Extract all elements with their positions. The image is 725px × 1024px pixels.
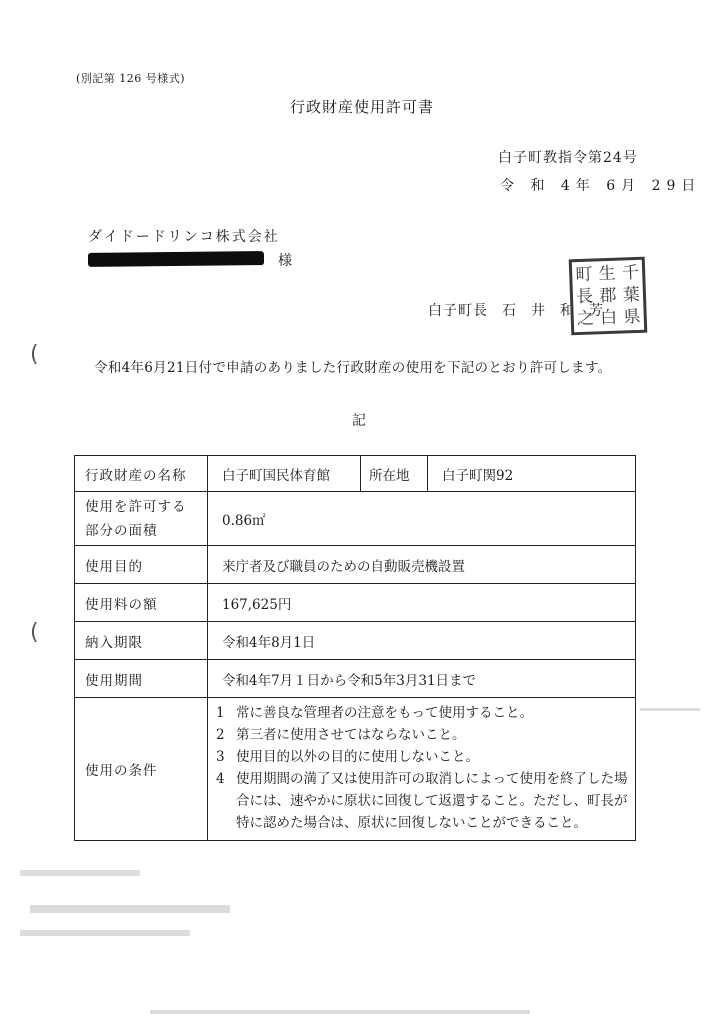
condition-number: 1 bbox=[216, 705, 225, 721]
condition-number: 2 bbox=[216, 727, 225, 743]
issuer-office: 白子町長 bbox=[428, 303, 488, 319]
condition-number: 3 bbox=[216, 749, 225, 765]
conditions-cell bbox=[208, 698, 636, 841]
area-value: 0.86㎡ bbox=[208, 492, 636, 546]
area-label bbox=[75, 492, 208, 546]
payment-deadline-label: 納入期限 bbox=[75, 622, 208, 660]
scan-noise bbox=[30, 905, 230, 913]
fee-label: 使用料の額 bbox=[75, 584, 208, 622]
issuer-name-2: 井 bbox=[531, 303, 546, 319]
location-value: 白子町関92 bbox=[428, 456, 636, 492]
scan-noise bbox=[20, 870, 140, 876]
scan-noise bbox=[640, 708, 700, 711]
seal-char: 生 bbox=[598, 263, 617, 284]
seal-column-left bbox=[572, 261, 598, 332]
seal-char: 長 bbox=[575, 286, 594, 307]
payment-deadline-value: 令和4年8月1日 bbox=[208, 622, 636, 660]
condition-item bbox=[216, 702, 635, 724]
permit-details-table bbox=[74, 455, 636, 841]
redacted-name-bar bbox=[88, 251, 264, 267]
addressee-honorific: 様 bbox=[278, 253, 292, 269]
property-name-label: 行政財産の名称 bbox=[75, 456, 208, 492]
area-label-line2: 部分の面積 bbox=[85, 522, 158, 539]
table-row bbox=[75, 660, 636, 698]
official-seal-stamp bbox=[569, 257, 648, 336]
seal-char: 葉 bbox=[622, 284, 641, 305]
purpose-label: 使用目的 bbox=[75, 546, 208, 584]
condition-number: 4 bbox=[216, 771, 225, 787]
condition-text: 使用目的以外の目的に使用しないこと。 bbox=[236, 749, 479, 765]
conditions-list bbox=[216, 698, 635, 840]
usage-period-label: 使用期間 bbox=[75, 660, 208, 698]
seal-char: 白 bbox=[599, 307, 618, 328]
issuer-name-3: 和 bbox=[560, 303, 575, 319]
conditions-label: 使用の条件 bbox=[75, 698, 208, 841]
usage-period-value: 令和4年7月１日から令和5年3月31日まで bbox=[208, 660, 636, 698]
condition-item bbox=[216, 724, 635, 746]
condition-text: 常に善良な管理者の注意をもって使用すること。 bbox=[236, 705, 533, 721]
table-row bbox=[75, 584, 636, 622]
form-number: (別記第 126 号様式) bbox=[76, 72, 186, 85]
purpose-value: 来庁者及び職員のための自動販売機設置 bbox=[208, 546, 636, 584]
table-row bbox=[75, 546, 636, 584]
table-row bbox=[75, 492, 636, 546]
condition-text: 使用期間の満了又は使用許可の取消しによって使用を終了した場合には、速やかに原状に回復して返還すること。ただし、町長が特に認めた場合は、原状に回復しないことができること。 bbox=[236, 771, 628, 831]
fee-value: 167,625円 bbox=[208, 584, 636, 622]
document-title: 行政財産使用許可書 bbox=[290, 98, 435, 116]
permission-statement: 令和4年6月21日付で申請のありました行政財産の使用を下記のとおり許可します。 bbox=[94, 360, 612, 376]
issuer-name-1: 石 bbox=[502, 303, 517, 319]
condition-text: 第三者に使用させてはならないこと。 bbox=[236, 727, 466, 743]
seal-char: 郡 bbox=[599, 285, 617, 306]
table-row bbox=[75, 622, 636, 660]
condition-item bbox=[216, 746, 635, 768]
punch-hole-mark: ( bbox=[30, 620, 39, 645]
seal-char: 町 bbox=[575, 264, 593, 285]
ki-heading: 記 bbox=[352, 413, 366, 429]
location-label: 所在地 bbox=[361, 456, 428, 492]
condition-item bbox=[216, 768, 635, 834]
seal-char: 県 bbox=[623, 306, 641, 327]
seal-char: 之 bbox=[576, 308, 595, 329]
issuer-name-4: 芳 bbox=[589, 303, 604, 319]
scan-noise bbox=[20, 930, 190, 936]
document-number: 白子町教指令第24号 bbox=[498, 150, 638, 166]
table-row bbox=[75, 456, 636, 492]
seal-column-middle bbox=[595, 261, 621, 332]
property-name-value: 白子町国民体育館 bbox=[208, 456, 361, 492]
area-label-line1: 使用を許可する bbox=[85, 498, 187, 515]
seal-char: 千 bbox=[621, 262, 640, 283]
document-date: 令 和 4年 6月 29日 bbox=[500, 178, 702, 194]
table-row bbox=[75, 698, 636, 841]
addressee-company: ダイドードリンコ株式会社 bbox=[88, 229, 280, 245]
seal-column-right bbox=[618, 260, 644, 331]
scan-noise bbox=[150, 1010, 530, 1014]
punch-hole-mark: ( bbox=[30, 342, 39, 367]
